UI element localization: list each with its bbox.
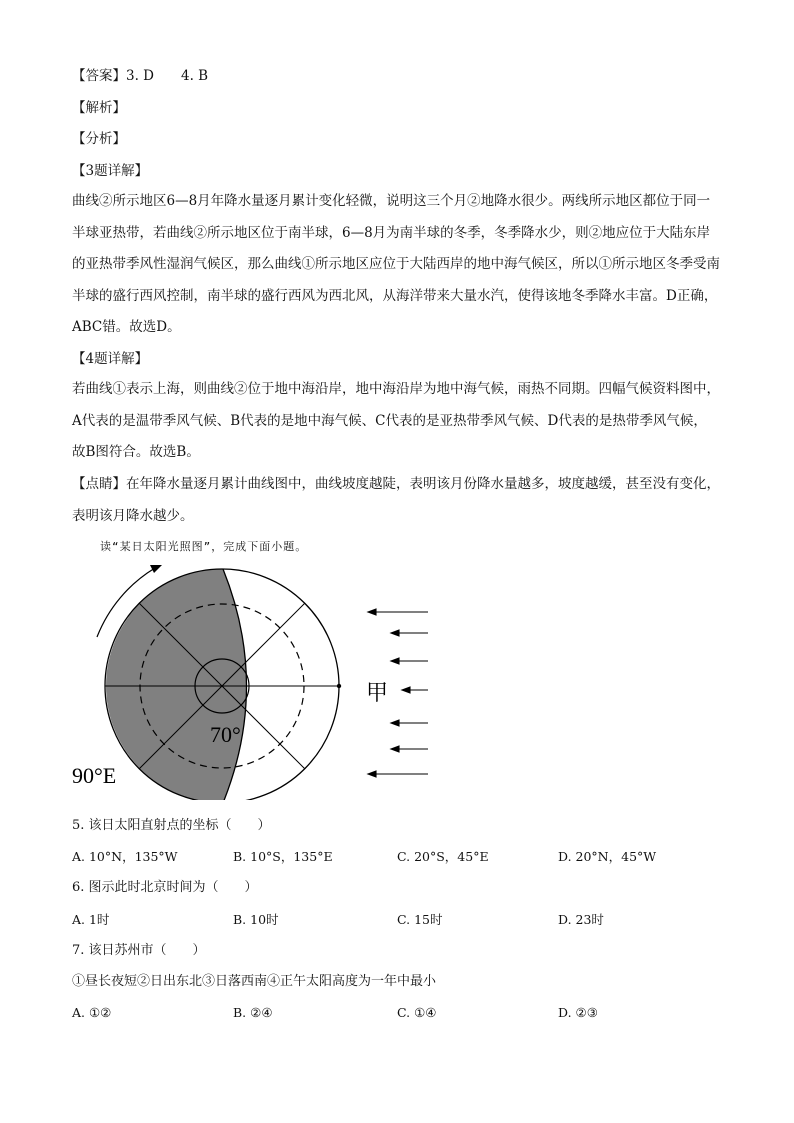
- q7-option-a: A. ①②: [72, 1005, 112, 1020]
- q6-option-c: C. 15时: [397, 912, 443, 927]
- label-jia: 甲: [366, 680, 389, 705]
- fenxi-heading: 【分析】: [72, 131, 126, 147]
- analysis-heading: 【解析】: [72, 100, 126, 116]
- label-90e: 90°E: [72, 763, 117, 788]
- question-7-statements: ①昼长夜短②日出东北③日落西南④正午太阳高度为一年中最小: [72, 974, 437, 989]
- rotation-arrowhead: [150, 565, 162, 573]
- q5-option-a: A. 10°N，135°W: [72, 849, 178, 864]
- question-7-stem: 7. 该日苏州市（ ）: [72, 943, 206, 958]
- label-70-degrees: 70°: [210, 722, 241, 747]
- q5-option-c: C. 20°S，45°E: [397, 849, 489, 864]
- answer-line: 【答案】3. D 4. B: [72, 68, 209, 84]
- sunlight-diagram: [70, 560, 450, 800]
- q3-heading: 【3题详解】: [72, 163, 149, 179]
- figure-caption: 读“某日太阳光照图”，完成下面小题。: [100, 540, 308, 553]
- sunlight-arrowhead: [391, 720, 399, 726]
- sunlight-arrowhead: [391, 630, 399, 636]
- question-5-stem: 5. 该日太阳直射点的坐标（ ）: [72, 818, 271, 833]
- sunlight-arrowhead: [368, 609, 376, 615]
- q4-explanation: 若曲线①表示上海，则曲线②位于地中海沿岸，地中海沿岸为地中海气候，雨热不同期。四幅气候资料图中，A代表的是温带季风气候、B代表的是地中海气候、C代表的是亚热带季风气候、D代表的是热带季风气候，故B图符合。故选B。: [72, 381, 720, 460]
- sunlight-arrowhead: [391, 658, 399, 664]
- question-6-stem: 6. 图示此时北京时间为（ ）: [72, 880, 258, 895]
- sunlight-arrowhead: [391, 746, 399, 752]
- q5-option-d: D. 20°N，45°W: [558, 849, 657, 864]
- q6-option-d: D. 23时: [558, 912, 604, 927]
- sunlight-arrowhead: [402, 687, 410, 693]
- q7-option-d: D. ②③: [558, 1005, 598, 1020]
- edge-point: [337, 684, 341, 688]
- q7-option-c: C. ①④: [397, 1005, 437, 1020]
- q4-heading: 【4题详解】: [72, 351, 149, 367]
- dianqing-note: 【点睛】在年降水量逐月累计曲线图中，曲线坡度越陡，表明该月份降水量越多，坡度越缓，甚至没有变化，表明该月降水越少。: [72, 476, 720, 524]
- q7-option-b: B. ②④: [233, 1005, 273, 1020]
- q5-option-b: B. 10°S，135°E: [233, 849, 333, 864]
- sunlight-arrowhead: [368, 771, 376, 777]
- q3-explanation: 曲线②所示地区6—8月年降水量逐月累计变化轻微，说明这三个月②地降水很少。两线所示地区都位于同一半球亚热带，若曲线②所示地区位于南半球，6—8月为南半球的冬季，冬季降水少，则②地应位于大陆东岸的亚热带季风性湿润气候区，那么曲线①所示地区应位于大陆西岸的地中海气候区，所以①所示地区冬季受南半球的盛行西风控制，南半球的盛行西风为西北风，从海洋带来大量水汽，使得该地冬季降水丰富。D正确，ABC错。故选D。: [72, 193, 720, 335]
- q6-option-a: A. 1时: [72, 912, 110, 927]
- q6-option-b: B. 10时: [233, 912, 279, 927]
